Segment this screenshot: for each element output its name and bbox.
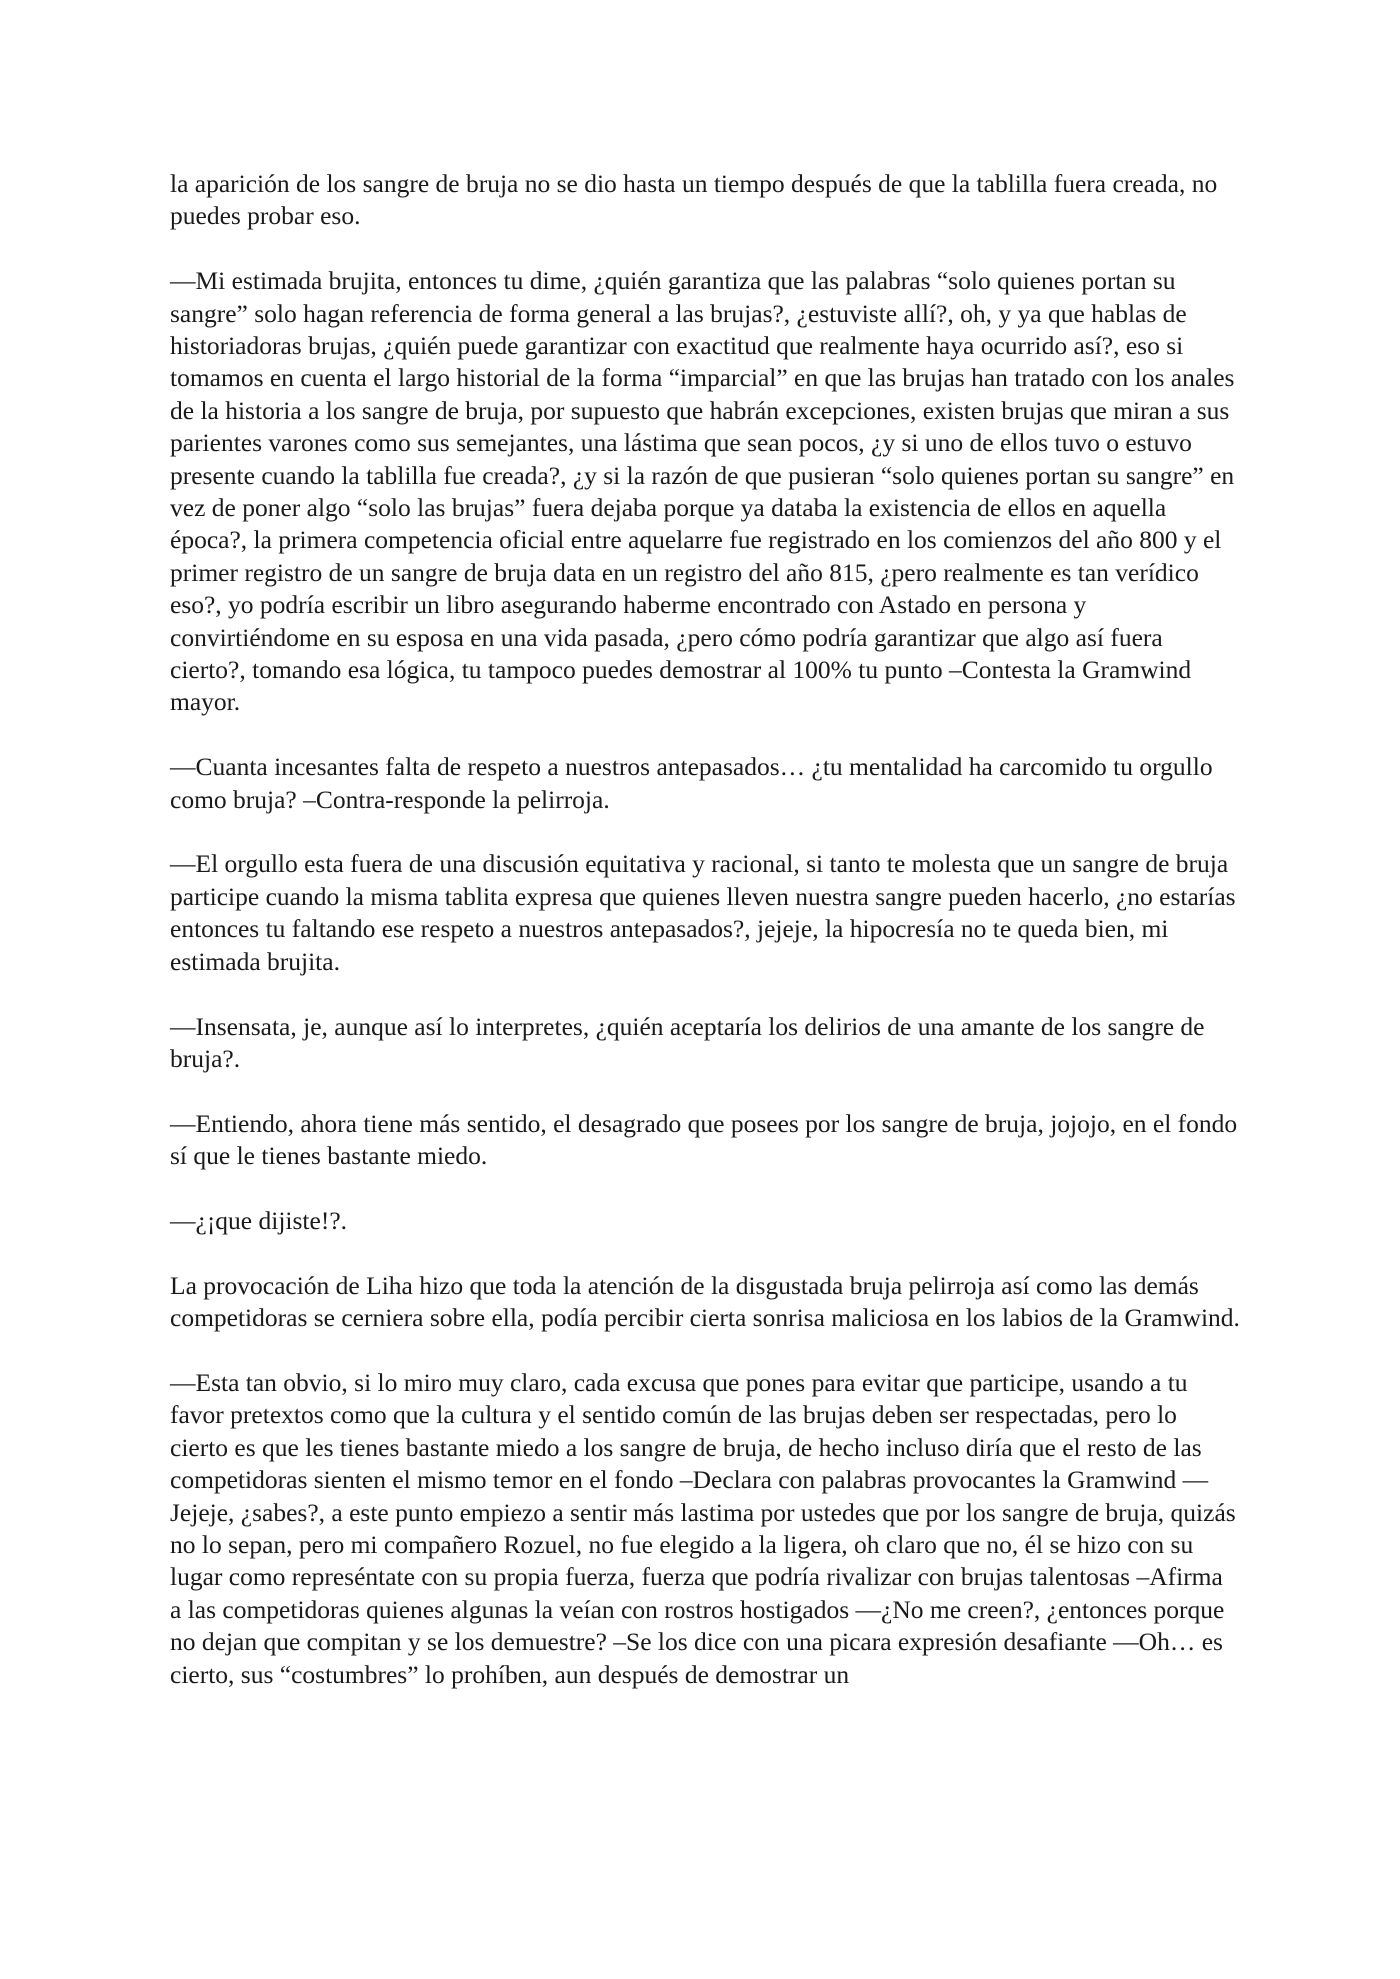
paragraph-3: —Cuanta incesantes falta de respeto a nuestros antepasados… ¿tu mentalidad ha carcomido tu orgullo como bruja? –Contra-responde la pelirroja. bbox=[170, 752, 1213, 814]
paragraph-7: —¿¡que dijiste!?. bbox=[170, 1205, 348, 1235]
paragraph-4: —El orgullo esta fuera de una discusión equitativa y racional, si tanto te molesta que un sangre de bruja participe cuando la misma tablita expresa que quienes lleven nuestra sangre pueden hacerlo, ¿no estarías entonces tu faltando ese respeto a nuestros antepasados?, jejeje, la hipocresía no te queda bien, mi estimada brujita. bbox=[170, 849, 1236, 976]
paragraph-5: —Insensata, je, aunque así lo interpretes, ¿quién aceptaría los delirios de una amante de los sangre de bruja?. bbox=[170, 1011, 1205, 1073]
paragraph-8: La provocación de Liha hizo que toda la atención de la disgustada bruja pelirroja así como las demás competidoras se cerniera sobre ella, podía percibir cierta sonrisa maliciosa en los labios de la Gramwind. bbox=[170, 1270, 1240, 1333]
paragraph-1: la aparición de los sangre de bruja no se dio hasta un tiempo después de que la tablilla fuera creada, no puedes probar eso. bbox=[170, 169, 1218, 231]
paragraph-6: —Entiendo, ahora tiene más sentido, el desagrado que posees por los sangre de bruja, jojojo, en el fondo sí que le tienes bastante miedo. bbox=[170, 1108, 1238, 1171]
document-body bbox=[170, 168, 1240, 1691]
paragraph-9: —Esta tan obvio, si lo miro muy claro, cada excusa que pones para evitar que participe, usando a tu favor pretextos como que la cultura y el sentido común de las brujas deben ser respectadas, pero lo cierto es que les tienes bastante miedo a los sangre de bruja, de hecho incluso diría que el resto de las competidoras sienten el mismo temor en el fondo –Declara con palabras provocantes la Gramwind —Jejeje, ¿sabes?, a este punto empiezo a sentir más lastima por ustedes que por los sangre de bruja, quizás no lo sepan, pero mi compañero Rozuel, no fue elegido a la ligera, oh claro que no, él se hizo con su lugar como represéntate con su propia fuerza, fuerza que podría rivalizar con brujas talentosas –Afirma a las competidoras quienes algunas la veían con rostros hostigados —¿No me creen?, ¿entonces porque no dejan que compitan y se los demuestre? –Se los dice con una picara expresión desafiante —Oh… es cierto, sus “costumbres” lo prohíben, aun después de demostrar un bbox=[170, 1367, 1236, 1689]
paragraph-2: —Mi estimada brujita, entonces tu dime, ¿quién garantiza que las palabras “solo quienes portan su sangre” solo hagan referencia de forma general a las brujas?, ¿estuviste allí?, oh, y ya que hablas de historiadoras brujas, ¿quién puede garantizar con exactitud que realmente haya ocurrido así?, eso si tomamos en cuenta el largo historial de la forma “imparcial” en que las brujas han tratado con los anales de la historia a los sangre de bruja, por supuesto que habrán excepciones, existen brujas que miran a sus parientes varones como sus semejantes, una lástima que sean pocos, ¿y si uno de ellos tuvo o estuvo presente cuando la tablilla fue creada?, ¿y si la razón de que pusieran “solo quienes portan su sangre” en vez de poner algo “solo las brujas” fuera dejaba porque ya databa la existencia de ellos en aquella época?, la primera competencia oficial entre aquelarre fue registrado en los comienzos del año 800 y el primer registro de un sangre de bruja data en un registro del año 815, ¿pero realmente es tan verídico eso?, yo podría escribir un libro asegurando haberme encontrado con Astado en persona y convirtiéndome en su esposa en una vida pasada, ¿pero cómo podría garantizar que algo así fuera cierto?, tomando esa lógica, tu tampoco puedes demostrar al 100% tu punto –Contesta la Gramwind mayor. bbox=[170, 266, 1235, 717]
